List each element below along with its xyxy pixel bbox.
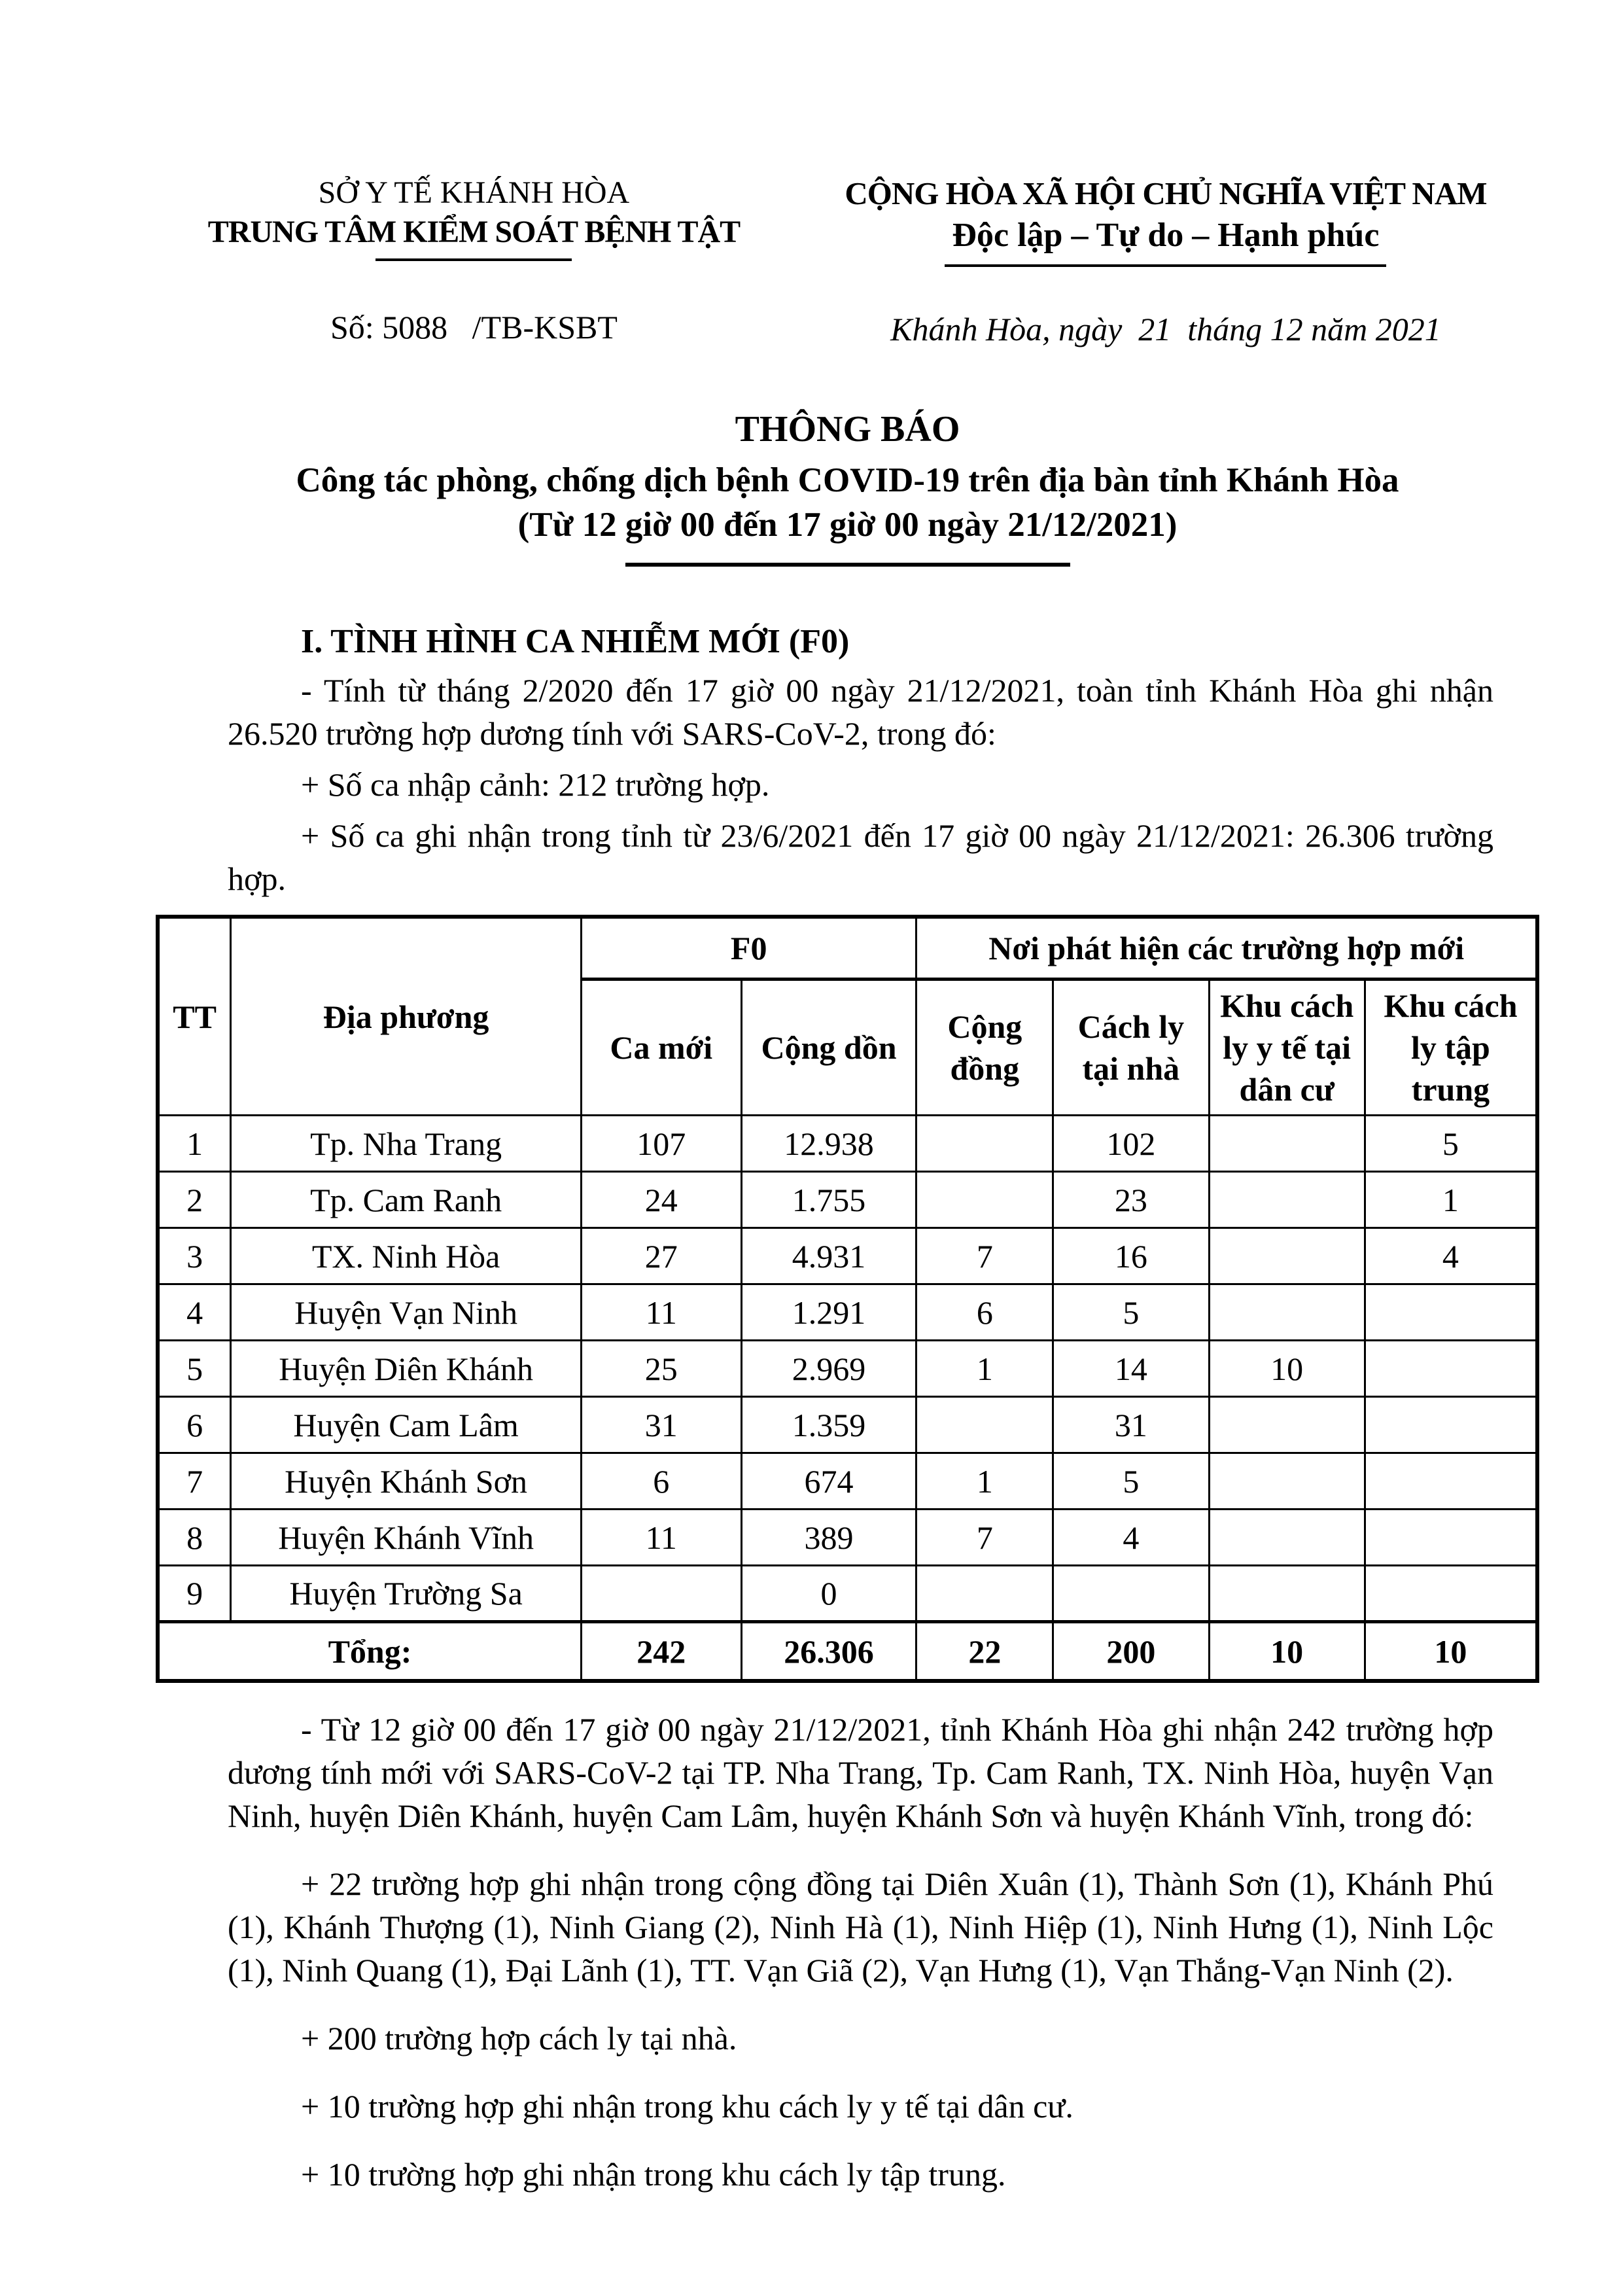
table-row [158, 1116, 1537, 1172]
cell-community: 7 [916, 1510, 1053, 1566]
cell-central-quarantine [1365, 1566, 1537, 1622]
table-row [158, 1510, 1537, 1566]
cell-home-quarantine: 31 [1053, 1397, 1209, 1453]
cell-central-quarantine [1365, 1284, 1537, 1341]
table-row [158, 1284, 1537, 1341]
cell-central-quarantine [1365, 1341, 1537, 1397]
cell-new-cases: 11 [581, 1510, 741, 1566]
total-label: Tổng: [158, 1622, 581, 1681]
cell-medical-quarantine [1209, 1453, 1365, 1510]
cell-medical-quarantine [1209, 1566, 1365, 1622]
table-row [158, 1228, 1537, 1284]
summary-paragraph: - Từ 12 giờ 00 đến 17 giờ 00 ngày 21/12/2021, tỉnh Khánh Hòa ghi nhận 242 trường hợp dương tính mới với SARS-CoV-2 tại TP. Nha Trang, Tp. Cam Ranh, TX. Ninh Hòa, huyện Vạn Ninh, huyện Diên Khánh, huyện Cam Lâm, huyện Khánh Sơn và huyện Khánh Vĩnh, trong đó: [228, 1710, 1493, 1834]
column-header-cumulative: Cộng dồn [741, 980, 916, 1116]
cell-tt: 8 [158, 1510, 231, 1566]
covid-cases-table [156, 915, 1539, 1683]
cell-community: 6 [916, 1284, 1053, 1341]
table-row [158, 1341, 1537, 1397]
section-1-paragraph-1: - Tính từ tháng 2/2020 đến 17 giờ 00 ngày 21/12/2021, toàn tỉnh Khánh Hòa ghi nhận 26.520 trường hợp dương tính với SARS-CoV-2, trong đó: [228, 671, 1493, 752]
title-divider [625, 563, 1070, 567]
cell-tt: 6 [158, 1397, 231, 1453]
cell-community: 1 [916, 1341, 1053, 1397]
cell-medical-quarantine [1209, 1228, 1365, 1284]
total-cumulative: 26.306 [741, 1622, 916, 1681]
total-home-quarantine: 200 [1053, 1622, 1209, 1681]
cell-home-quarantine: 14 [1053, 1341, 1209, 1397]
total-community: 22 [916, 1622, 1053, 1681]
column-header-tt: TT [158, 917, 231, 1116]
column-header-area: Địa phương [231, 917, 582, 1116]
table-row [158, 1397, 1537, 1453]
national-motto: Độc lập – Tự do – Hạnh phúc [952, 217, 1380, 255]
cell-medical-quarantine [1209, 1284, 1365, 1341]
table-total-row [158, 1622, 1537, 1681]
cell-area: Huyện Cam Lâm [231, 1397, 582, 1453]
cell-home-quarantine: 5 [1053, 1284, 1209, 1341]
cell-new-cases: 11 [581, 1284, 741, 1341]
cell-home-quarantine: 5 [1053, 1453, 1209, 1510]
cell-home-quarantine [1053, 1566, 1209, 1622]
cell-area: Huyện Khánh Sơn [231, 1453, 582, 1510]
agency-name: TRUNG TÂM KIỂM SOÁT BỆNH TẬT [207, 215, 741, 249]
column-header-home-quarantine: Cách ly tại nhà [1053, 980, 1209, 1116]
column-group-f0: F0 [581, 917, 916, 980]
total-central-quarantine: 10 [1365, 1622, 1537, 1681]
central-quarantine-paragraph: + 10 trường hợp ghi nhận trong khu cách ly tập trung. [301, 2155, 1006, 2193]
cell-area: Huyện Diên Khánh [231, 1341, 582, 1397]
republic-title: CỘNG HÒA XÃ HỘI CHỦ NGHĨA VIỆT NAM [845, 175, 1487, 211]
cell-central-quarantine [1365, 1397, 1537, 1453]
cell-new-cases: 27 [581, 1228, 741, 1284]
cell-cumulative: 4.931 [741, 1228, 916, 1284]
cell-new-cases [581, 1566, 741, 1622]
total-medical-quarantine: 10 [1209, 1622, 1365, 1681]
cell-community [916, 1172, 1053, 1228]
cell-area: TX. Ninh Hòa [231, 1228, 582, 1284]
cell-new-cases: 107 [581, 1116, 741, 1172]
cell-area: Tp. Cam Ranh [231, 1172, 582, 1228]
cell-medical-quarantine [1209, 1397, 1365, 1453]
place-date-line: Khánh Hòa, ngày 21 tháng 12 năm 2021 [890, 310, 1441, 347]
document-title: THÔNG BÁO [735, 408, 960, 450]
cell-cumulative: 1.755 [741, 1172, 916, 1228]
cell-medical-quarantine [1209, 1172, 1365, 1228]
cell-community [916, 1566, 1053, 1622]
cell-tt: 5 [158, 1341, 231, 1397]
cell-tt: 7 [158, 1453, 231, 1510]
cell-area: Huyện Vạn Ninh [231, 1284, 582, 1341]
cell-community [916, 1116, 1053, 1172]
cell-community [916, 1397, 1053, 1453]
cell-new-cases: 6 [581, 1453, 741, 1510]
cell-medical-quarantine [1209, 1116, 1365, 1172]
cell-community: 1 [916, 1453, 1053, 1510]
table-body [158, 1116, 1537, 1622]
medical-quarantine-paragraph: + 10 trường hợp ghi nhận trong khu cách ly y tế tại dân cư. [301, 2087, 1073, 2125]
column-header-medical-quarantine: Khu cách ly y tế tại dân cư [1209, 980, 1365, 1116]
cell-tt: 1 [158, 1116, 231, 1172]
document-period: (Từ 12 giờ 00 đến 17 giờ 00 ngày 21/12/2021) [517, 505, 1178, 544]
agency-divider [375, 258, 572, 261]
cell-central-quarantine: 5 [1365, 1116, 1537, 1172]
cell-tt: 9 [158, 1566, 231, 1622]
table-row [158, 1453, 1537, 1510]
section-1-paragraph-3: + Số ca ghi nhận trong tỉnh từ 23/6/2021 đến 17 giờ 00 ngày 21/12/2021: 26.306 trường hợp. [228, 817, 1493, 897]
cell-central-quarantine: 4 [1365, 1228, 1537, 1284]
cell-cumulative: 674 [741, 1453, 916, 1510]
community-cases-paragraph: + 22 trường hợp ghi nhận trong cộng đồng tại Diên Xuân (1), Thành Sơn (1), Khánh Phú (1), Khánh Thượng (1), Ninh Giang (2), Ninh Hà (1), Ninh Hiệp (1), Ninh Hưng (1), Ninh Lộc (1), Ninh Quang (1), Đại Lãnh (1), TT. Vạn Giã (2), Vạn Hưng (1), Vạn Thắng-Vạn Ninh (2). [228, 1865, 1493, 1988]
cell-tt: 2 [158, 1172, 231, 1228]
cell-home-quarantine: 102 [1053, 1116, 1209, 1172]
column-header-central-quarantine: Khu cách ly tập trung [1365, 980, 1537, 1116]
cell-area: Tp. Nha Trang [231, 1116, 582, 1172]
cell-cumulative: 389 [741, 1510, 916, 1566]
motto-divider [945, 264, 1386, 267]
letterhead [156, 173, 1539, 348]
table-row [158, 1566, 1537, 1622]
document-number: Số: 5088 /TB-KSBT [330, 309, 618, 345]
cell-community: 7 [916, 1228, 1053, 1284]
cell-central-quarantine [1365, 1453, 1537, 1510]
cell-cumulative: 2.969 [741, 1341, 916, 1397]
column-header-community: Cộng đồng [916, 980, 1053, 1116]
cell-cumulative: 12.938 [741, 1116, 916, 1172]
table-header [158, 917, 1537, 1116]
cell-home-quarantine: 16 [1053, 1228, 1209, 1284]
document-subtitle: Công tác phòng, chống dịch bệnh COVID-19 trên địa bàn tỉnh Khánh Hòa [296, 461, 1399, 499]
national-header-block [792, 173, 1539, 348]
cell-new-cases: 24 [581, 1172, 741, 1228]
cell-home-quarantine: 4 [1053, 1510, 1209, 1566]
total-new-cases: 242 [581, 1622, 741, 1681]
cell-new-cases: 31 [581, 1397, 741, 1453]
cell-central-quarantine [1365, 1510, 1537, 1566]
section-1-paragraph-2: + Số ca nhập cảnh: 212 trường hợp. [301, 766, 770, 803]
cell-tt: 3 [158, 1228, 231, 1284]
cell-home-quarantine: 23 [1053, 1172, 1209, 1228]
home-quarantine-paragraph: + 200 trường hợp cách ly tại nhà. [301, 2019, 737, 2057]
issuing-agency-block [156, 173, 792, 346]
cell-area: Huyện Trường Sa [231, 1566, 582, 1622]
cell-medical-quarantine: 10 [1209, 1341, 1365, 1397]
column-header-new-cases: Ca mới [581, 980, 741, 1116]
cell-cumulative: 1.359 [741, 1397, 916, 1453]
cell-new-cases: 25 [581, 1341, 741, 1397]
parent-agency-name: SỞ Y TẾ KHÁNH HÒA [318, 175, 630, 210]
table-header-group-row [158, 917, 1537, 980]
cell-tt: 4 [158, 1284, 231, 1341]
cell-cumulative: 1.291 [741, 1284, 916, 1341]
column-group-detection-place: Nơi phát hiện các trường hợp mới [916, 917, 1537, 980]
section-1-heading: I. TÌNH HÌNH CA NHIỄM MỚI (F0) [301, 622, 850, 660]
cell-cumulative: 0 [741, 1566, 916, 1622]
cell-central-quarantine: 1 [1365, 1172, 1537, 1228]
cell-area: Huyện Khánh Vĩnh [231, 1510, 582, 1566]
table-row [158, 1172, 1537, 1228]
document-title-block [156, 408, 1539, 567]
cell-medical-quarantine [1209, 1510, 1365, 1566]
